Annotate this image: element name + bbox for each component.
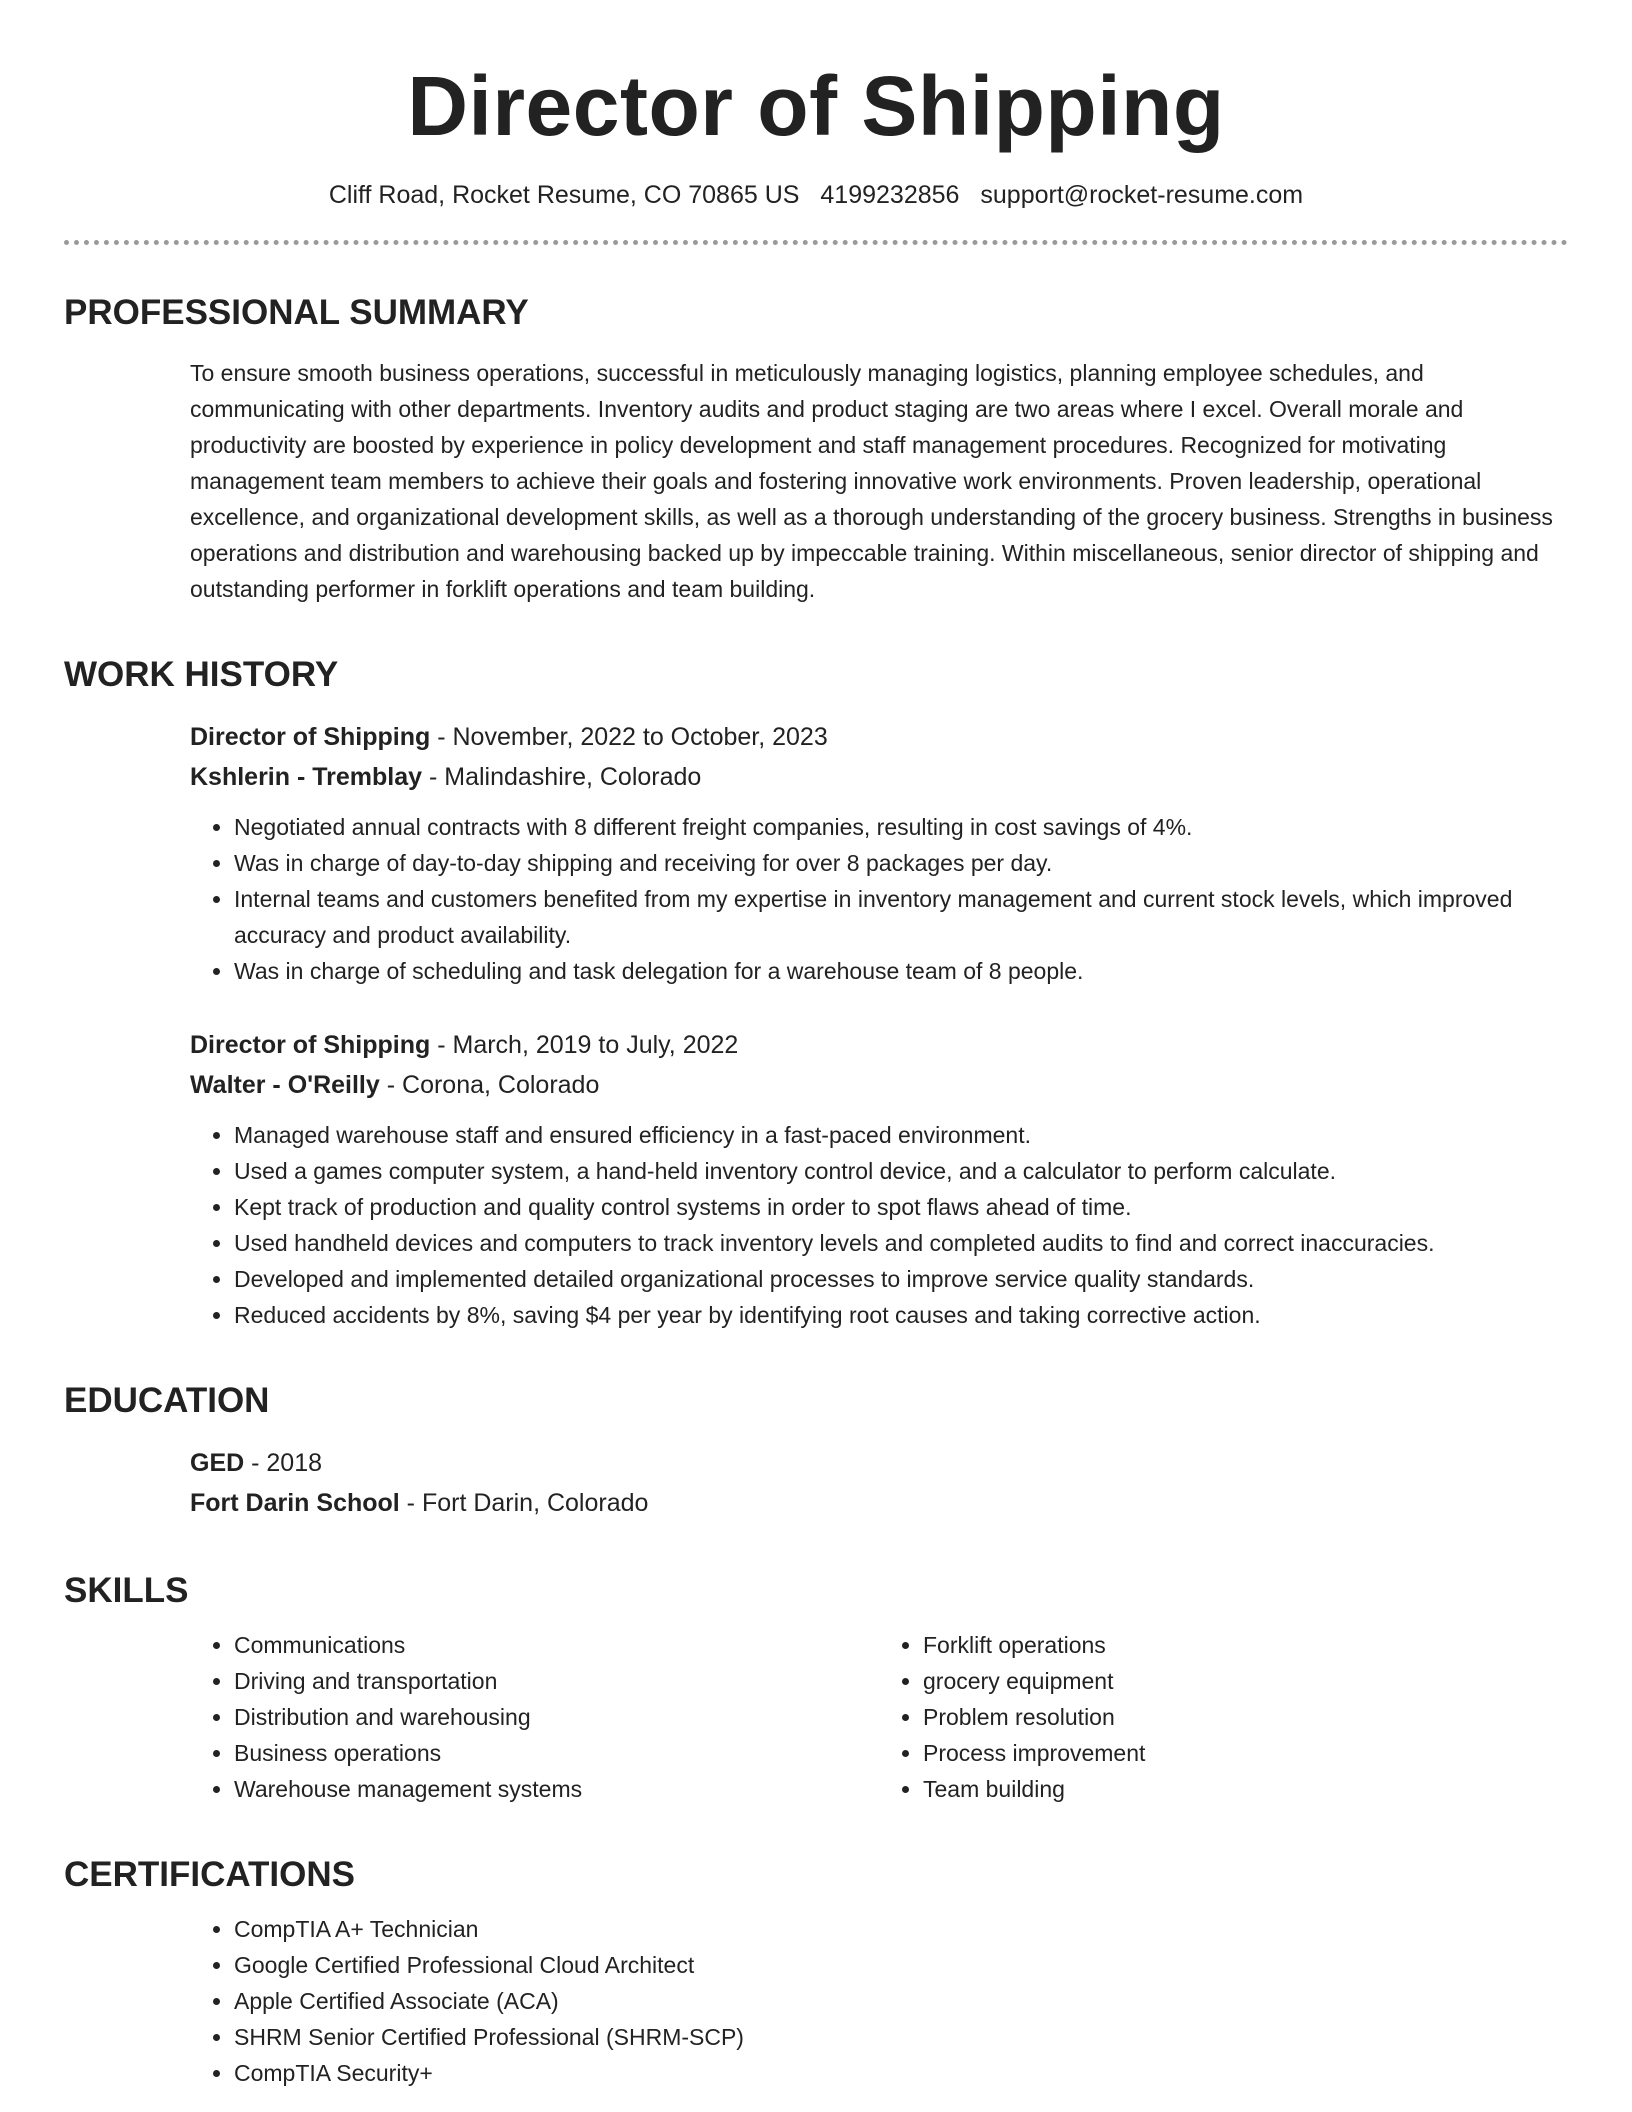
list-item: • Was in charge of scheduling and task delegation for a warehouse team of 8 people. — [234, 953, 1568, 989]
list-item: • Process improvement — [923, 1735, 1568, 1771]
contact-address: Cliff Road, Rocket Resume, CO 70865 US — [328, 181, 800, 209]
list-item: • Distribution and warehousing — [234, 1699, 879, 1735]
list-item: • Used handheld devices and computers to track inventory levels and completed audits to find and correct inaccuracies. — [234, 1225, 1568, 1261]
list-item: • SHRM Senior Certified Professional (SHRM-SCP) — [234, 2019, 1568, 2055]
work-history-section — [64, 653, 1568, 1333]
education-school-line — [190, 1483, 1568, 1523]
job-title-line — [190, 717, 1568, 757]
certifications-title: CERTIFICATIONS — [64, 1855, 356, 1894]
skills-columns — [190, 1627, 1568, 1807]
summary-section — [64, 291, 1568, 607]
list-item: • grocery equipment — [923, 1663, 1568, 1699]
list-item: • Forklift operations — [923, 1627, 1568, 1663]
list-item: • Internal teams and customers benefited from my expertise in inventory management and current stock levels, which improved accuracy and product availability. — [234, 881, 1568, 953]
job-dates: - November, 2022 to October, 2023 — [430, 723, 828, 751]
list-item: • Business operations — [234, 1735, 879, 1771]
job-company: Kshlerin - Tremblay — [190, 763, 423, 791]
list-item: • Managed warehouse staff and ensured efficiency in a fast-paced environment. — [234, 1117, 1568, 1153]
list-item: • Google Certified Professional Cloud Architect — [234, 1947, 1568, 1983]
list-item: • Was in charge of day-to-day shipping and receiving for over 8 packages per day. — [234, 845, 1568, 881]
list-item: • Reduced accidents by 8%, saving $4 per year by identifying root causes and taking corrective action. — [234, 1297, 1568, 1333]
job-role: Director of Shipping — [190, 1031, 431, 1059]
job-company-line — [190, 757, 1568, 797]
education-year: - 2018 — [244, 1449, 323, 1477]
work-history-title: WORK HISTORY — [64, 655, 339, 694]
job-company-line — [190, 1065, 1568, 1105]
skills-left-list — [190, 1627, 879, 1807]
header-divider — [64, 240, 1568, 245]
list-item: • Negotiated annual contracts with 8 different freight companies, resulting in cost savings of 4%. — [234, 809, 1568, 845]
list-item: • Used a games computer system, a hand-held inventory control device, and a calculator to perform calculate. — [234, 1153, 1568, 1189]
education-degree-line — [190, 1443, 1568, 1483]
job-company: Walter - O'Reilly — [190, 1071, 380, 1099]
job-bullets — [190, 1117, 1568, 1333]
summary-text: To ensure smooth business operations, successful in meticulously managing logistics, planning employee schedules, and communicating with other departments. Inventory audits and product staging are two areas where I excel. Overall morale and productivity are boosted by experience in policy development and staff management procedures. Recognized for motivating management team members to achieve their goals and fostering innovative work environments. Proven leadership, operational excellence, and organizational development skills, as well as a thorough understanding of the grocery business. Strengths in business operations and distribution and warehousing backed up by impeccable training. Within miscellaneous, senior director of shipping and outstanding performer in forklift operations and team building. — [190, 360, 1553, 602]
job-dates: - March, 2019 to July, 2022 — [430, 1031, 739, 1059]
certifications-list — [190, 1911, 1568, 2091]
education-title: EDUCATION — [64, 1381, 270, 1420]
skills-title: SKILLS — [64, 1571, 189, 1610]
list-item: • Team building — [923, 1771, 1568, 1807]
education-section — [64, 1379, 1568, 1523]
certifications-section — [64, 1853, 1568, 2091]
certifications-wrap — [190, 1911, 1568, 2091]
list-item: • Apple Certified Associate (ACA) — [234, 1983, 1568, 2019]
contact-phone: 4199232856 — [820, 181, 960, 209]
skills-section — [64, 1569, 1568, 1807]
list-item: • Warehouse management systems — [234, 1771, 879, 1807]
job-bullets — [190, 809, 1568, 989]
job-entry-2 — [190, 1025, 1568, 1333]
contact-email: support@rocket-resume.com — [980, 181, 1304, 209]
list-item: • Kept track of production and quality control systems in order to spot flaws ahead of time. — [234, 1189, 1568, 1225]
list-item: • Developed and implemented detailed organizational processes to improve service quality standards. — [234, 1261, 1568, 1297]
list-item: • CompTIA A+ Technician — [234, 1911, 1568, 1947]
resume-name: Director of Shipping — [407, 59, 1225, 153]
job-location: - Corona, Colorado — [379, 1071, 600, 1099]
job-entry-1 — [190, 717, 1568, 989]
list-item: • Driving and transportation — [234, 1663, 879, 1699]
job-location: - Malindashire, Colorado — [422, 763, 702, 791]
contact-line — [64, 178, 1568, 212]
summary-title: PROFESSIONAL SUMMARY — [64, 293, 529, 332]
job-title-line — [190, 1025, 1568, 1065]
list-item: • Communications — [234, 1627, 879, 1663]
list-item: • CompTIA Security+ — [234, 2055, 1568, 2091]
education-entry — [190, 1443, 1568, 1523]
education-school: Fort Darin School — [190, 1489, 400, 1517]
skills-right-list — [879, 1627, 1568, 1807]
education-degree: GED — [190, 1449, 245, 1477]
education-location: - Fort Darin, Colorado — [399, 1489, 649, 1517]
list-item: • Problem resolution — [923, 1699, 1568, 1735]
job-role: Director of Shipping — [190, 723, 431, 751]
